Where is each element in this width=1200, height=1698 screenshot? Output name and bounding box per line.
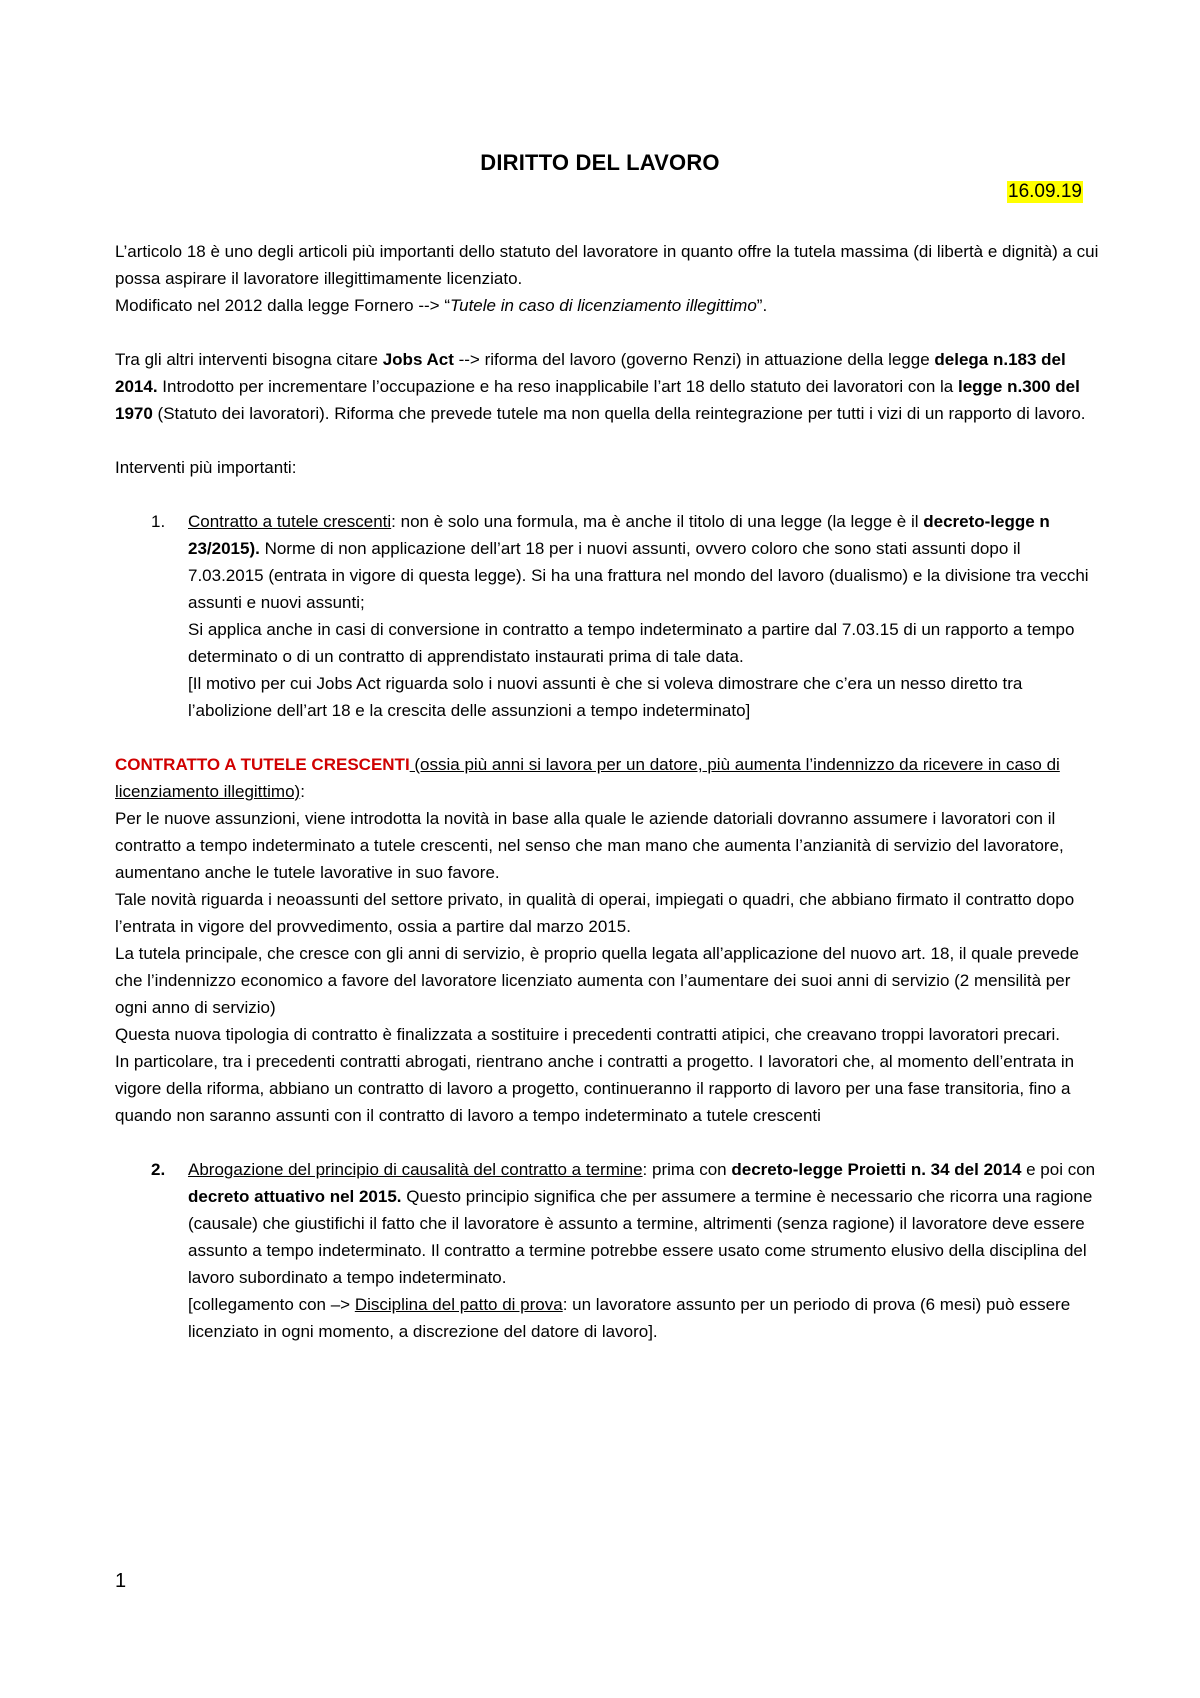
item2-text-b: : prima con (642, 1160, 732, 1179)
jobs-act-text-c: --> riforma del lavoro (governo Renzi) in attuazione della legge (453, 350, 935, 369)
tutele-p2: Tale novità riguarda i neoassunti del settore privato, in qualità di operai, impiegati o quadri, che abbiano firmato il contratto dopo l’entrata in vigore del provvedimento, ossia a partire dal marzo 2015. (115, 890, 1075, 936)
highlighted-date: 16.09.19 (1008, 181, 1082, 202)
list-number: 1. (151, 512, 166, 531)
item2-text-d: e poi con (1021, 1160, 1096, 1179)
item2-title: Abrogazione del principio di causalità del contratto a termine (188, 1160, 643, 1179)
intro-paragraph: L’articolo 18 è uno degli articoli più importanti dello statuto del lavoratore in quanto offre la tutela massima (di libertà e dignità) a cui possa aspirare il lavoratore illegittimamente licenziato. (115, 242, 1099, 288)
document-title: DIRITTO DEL LAVORO (480, 150, 720, 175)
list-item-2 (115, 1156, 1100, 1345)
item2-collegamento (188, 1291, 1100, 1345)
tutele-heading: CONTRATTO A TUTELE CRESCENTI (115, 755, 410, 774)
item2-text-f: Questo principio significa che per assumere a termine è necessario che ricorra una ragione (causale) che giustifichi il fatto che il lavoratore è assunto a termine, altrimenti (senza ragione) il lavoratore deve essere assunto a tempo indeterminato. Il contratto a termine potrebbe essere usato come strumento elusivo della disciplina del lavoro subordinato a tempo indeterminato. (188, 1187, 1093, 1287)
item1-paragraph (188, 508, 1100, 616)
list-number: 2. (151, 1160, 166, 1179)
jobs-act-text-a: Tra gli altri interventi bisogna citare (115, 350, 383, 369)
item2-paragraph (188, 1156, 1100, 1291)
item1-note: [Il motivo per cui Jobs Act riguarda solo i nuovi assunti è che si voleva dimostrare che c’era un nesso diretto tra l’abolizione dell’art 18 e la crescita delle assunzioni a tempo indeterminato] (188, 674, 1023, 720)
page-number: 1 (115, 1570, 127, 1592)
legge-300-bold: legge n.300 del 1970 (115, 377, 1080, 423)
item2-proietti-bold: decreto-legge Proietti n. 34 del 2014 (731, 1160, 1022, 1179)
fornero-quote: Tutele in caso di licenziamento illegittimo (450, 296, 757, 315)
tutele-p5: In particolare, tra i precedenti contratti abrogati, rientrano anche i contratti a progetto. I lavoratori che, al momento dell’entrata in vigore della riforma, abbiano un contratto di lavoro a progetto, continueranno il rapporto di lavoro per una fase transitoria, fino a quando non saranno assunti con il contratto di lavoro a tempo indeterminato a tutele crescenti (115, 1052, 1075, 1125)
item2-text-g: [collegamento con –> (188, 1295, 355, 1314)
tutele-colon: : (300, 782, 305, 801)
document-body (115, 238, 1100, 1345)
tutele-p4: Questa nuova tipologia di contratto è finalizzata a sostituire i precedenti contratti atipici, che creavano troppi lavoratori precari. (115, 1025, 1060, 1044)
jobs-act-bold: Jobs Act (382, 350, 454, 369)
tutele-p1: Per le nuove assunzioni, viene introdotta la novità in base alla quale le aziende datoriali dovranno assumere i lavoratori con il contratto a tempo indeterminato a tutele crescenti, nel senso che man mano che aumenta l’anzianità di servizio del lavoratore, aumentano anche le tutele lavorative in suo favore. (115, 809, 1064, 882)
item2-decreto-bold: decreto attuativo nel 2015. (188, 1187, 402, 1206)
interventi-heading: Interventi più importanti: (115, 458, 297, 477)
patto-di-prova-link: Disciplina del patto di prova (354, 1295, 563, 1314)
list-item-1 (115, 508, 1100, 724)
jobs-act-paragraph (115, 346, 1100, 427)
tutele-heading-note: (ossia più anni si lavora per un datore, più aumenta l’indennizzo da ricevere in caso di licenziamento illegittimo) (115, 755, 1060, 801)
item1-text-b: : non è solo una formula, ma è anche il titolo di una legge (la legge è il (391, 512, 924, 531)
jobs-act-text-g: (Statuto dei lavoratori). Riforma che prevede tutele ma non quella della reintegrazione per tutti i vizi di un rapporto di lavoro. (152, 404, 1086, 423)
fornero-text: Modificato nel 2012 dalla legge Fornero --> “ (115, 296, 450, 315)
jobs-act-text-e: Introdotto per incrementare l’occupazione e ha reso inapplicabile l’art 18 dello statuto dei lavoratori con la (157, 377, 958, 396)
tutele-heading-paragraph (115, 751, 1100, 805)
item1-conversione: Si applica anche in casi di conversione in contratto a tempo indeterminato a partire dal 7.03.15 di un rapporto a tempo determinato o di un contratto di apprendistato instaurati prima di tale data. (188, 620, 1075, 666)
item1-text-d: Norme di non applicazione dell’art 18 per i nuovi assunti, ovvero coloro che sono stati assunti dopo il 7.03.2015 (entrata in vigore di questa legge). Si ha una frattura nel mondo del lavoro (dualismo) e la divisione tra vecchi assunti e nuovi assunti; (188, 539, 1089, 612)
tutele-p3: La tutela principale, che cresce con gli anni di servizio, è proprio quella legata all’applicazione del nuovo art. 18, il quale prevede che l’indennizzo economico a favore del lavoratore licenziato aumenta con l’aumentare dei suoi anni di servizio (2 mensilità per ogni anno di servizio) (115, 944, 1079, 1017)
delega-bold: delega n.183 del 2014. (115, 350, 1066, 396)
item2-text-i: : un lavoratore assunto per un periodo di prova (6 mesi) può essere licenziato in ogni momento, a discrezione del datore di lavoro]. (188, 1295, 1071, 1341)
fornero-paragraph (115, 292, 1100, 319)
item1-decreto-bold: decreto-legge n 23/2015). (188, 512, 1050, 558)
fornero-quote-end: ”. (756, 296, 768, 315)
item1-title: Contratto a tutele crescenti (188, 512, 392, 531)
